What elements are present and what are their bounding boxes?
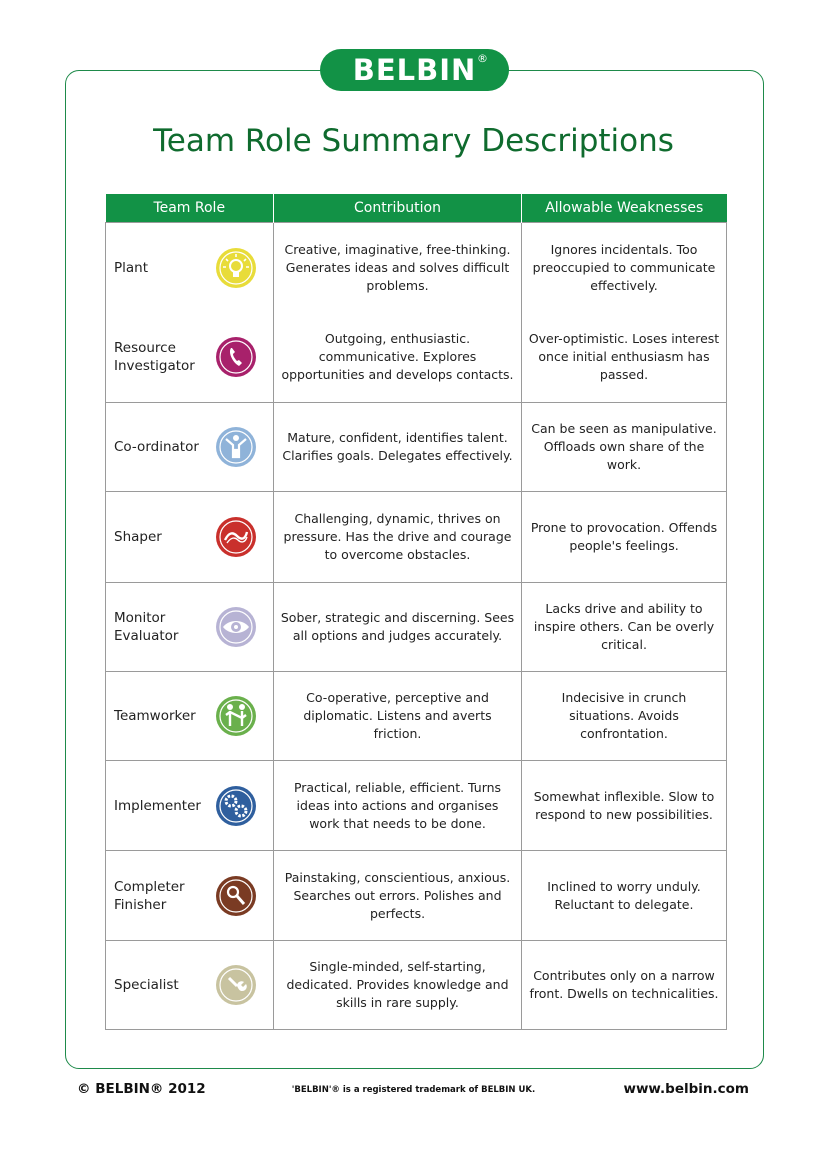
role-name: Plant (114, 260, 149, 276)
weakness-cell: Indecisive in crunch situations. Avoids confrontation. (522, 672, 727, 761)
contribution-cell: Mature, confident, identifies talent. Clarifies goals. Delegates effectively. (274, 403, 522, 492)
role-name: Implementer (114, 797, 201, 814)
table-row (106, 672, 727, 761)
header-allowable-weaknesses: Allowable Weaknesses (522, 194, 727, 223)
table-row (106, 403, 727, 492)
table-row (106, 583, 727, 672)
role-cell (106, 851, 274, 941)
tool-icon (215, 964, 257, 1006)
role-name: Resource Investigator (114, 340, 195, 375)
role-name: Teamworker (114, 708, 196, 725)
belbin-logo: BELBIN ® (320, 49, 509, 91)
role-name: Monitor Evaluator (114, 610, 179, 644)
lightbulb-icon (215, 247, 257, 289)
weakness-cell: Prone to provocation. Offends people's feelings. (522, 492, 727, 583)
role-name: Co-ordinator (114, 439, 199, 456)
contribution-cell: Challenging, dynamic, thrives on pressure. Has the drive and courage to overcome obstacles. (274, 492, 522, 583)
contribution-cell: Co-operative, perceptive and diplomatic. Listens and averts friction. (274, 672, 522, 761)
weakness-cell: Ignores incidentals. Too preoccupied to communicate effectively. (522, 223, 727, 313)
weakness-cell: Inclined to worry unduly. Reluctant to delegate. (522, 851, 727, 941)
table-row (106, 761, 727, 851)
spring-icon (215, 516, 257, 558)
telephone-icon (215, 336, 257, 378)
footer-website-link[interactable]: www.belbin.com (623, 1081, 749, 1097)
weakness-cell: Contributes only on a narrow front. Dwells on technicalities. (522, 941, 727, 1030)
weakness-cell: Somewhat inflexible. Slow to respond to new possibilities. (522, 761, 727, 851)
weakness-cell: Can be seen as manipulative. Offloads own share of the work. (522, 403, 727, 492)
contribution-cell: Painstaking, conscientious, anxious. Searches out errors. Polishes and perfects. (274, 851, 522, 941)
team-role-table (105, 194, 727, 1030)
role-cell (106, 492, 274, 583)
contribution-cell: Practical, reliable, efficient. Turns ideas into actions and organises work that needs to be done. (274, 761, 522, 851)
role-cell (106, 223, 274, 313)
role-cell (106, 672, 274, 761)
role-name: Completer Finisher (114, 878, 185, 913)
table-row (106, 851, 727, 941)
footer-copyright: © BELBIN® 2012 (77, 1081, 206, 1097)
role-cell (106, 403, 274, 492)
contribution-cell: Creative, imaginative, free-thinking. Generates ideas and solves difficult problems. (274, 223, 522, 313)
header-contribution: Contribution (274, 194, 522, 223)
two-people-icon (215, 695, 257, 737)
header-team-role: Team Role (106, 194, 274, 223)
table-row (106, 941, 727, 1030)
role-name: Shaper (114, 529, 162, 546)
table-header-row (106, 194, 727, 223)
contribution-cell: Outgoing, enthusiastic. communicative. Explores opportunities and develops contacts. (274, 313, 522, 403)
eye-icon (215, 606, 257, 648)
contribution-cell: Single-minded, self-starting, dedicated. Provides knowledge and skills in rare supply. (274, 941, 522, 1030)
table-row (106, 492, 727, 583)
role-cell (106, 941, 274, 1030)
person-icon (215, 426, 257, 468)
role-name: Specialist (114, 977, 179, 994)
magnifier-icon (215, 875, 257, 917)
page-title: Team Role Summary Descriptions (153, 123, 674, 159)
role-cell (106, 761, 274, 851)
gears-icon (215, 785, 257, 827)
weakness-cell: Lacks drive and ability to inspire others. Can be overly critical. (522, 583, 727, 672)
weakness-cell: Over-optimistic. Loses interest once initial enthusiasm has passed. (522, 313, 727, 403)
footer-trademark: 'BELBIN'® is a registered trademark of BELBIN UK. (291, 1085, 536, 1095)
table-row (106, 223, 727, 313)
role-cell (106, 583, 274, 672)
role-cell (106, 313, 274, 403)
table-row (106, 313, 727, 403)
contribution-cell: Sober, strategic and discerning. Sees all options and judges accurately. (274, 583, 522, 672)
